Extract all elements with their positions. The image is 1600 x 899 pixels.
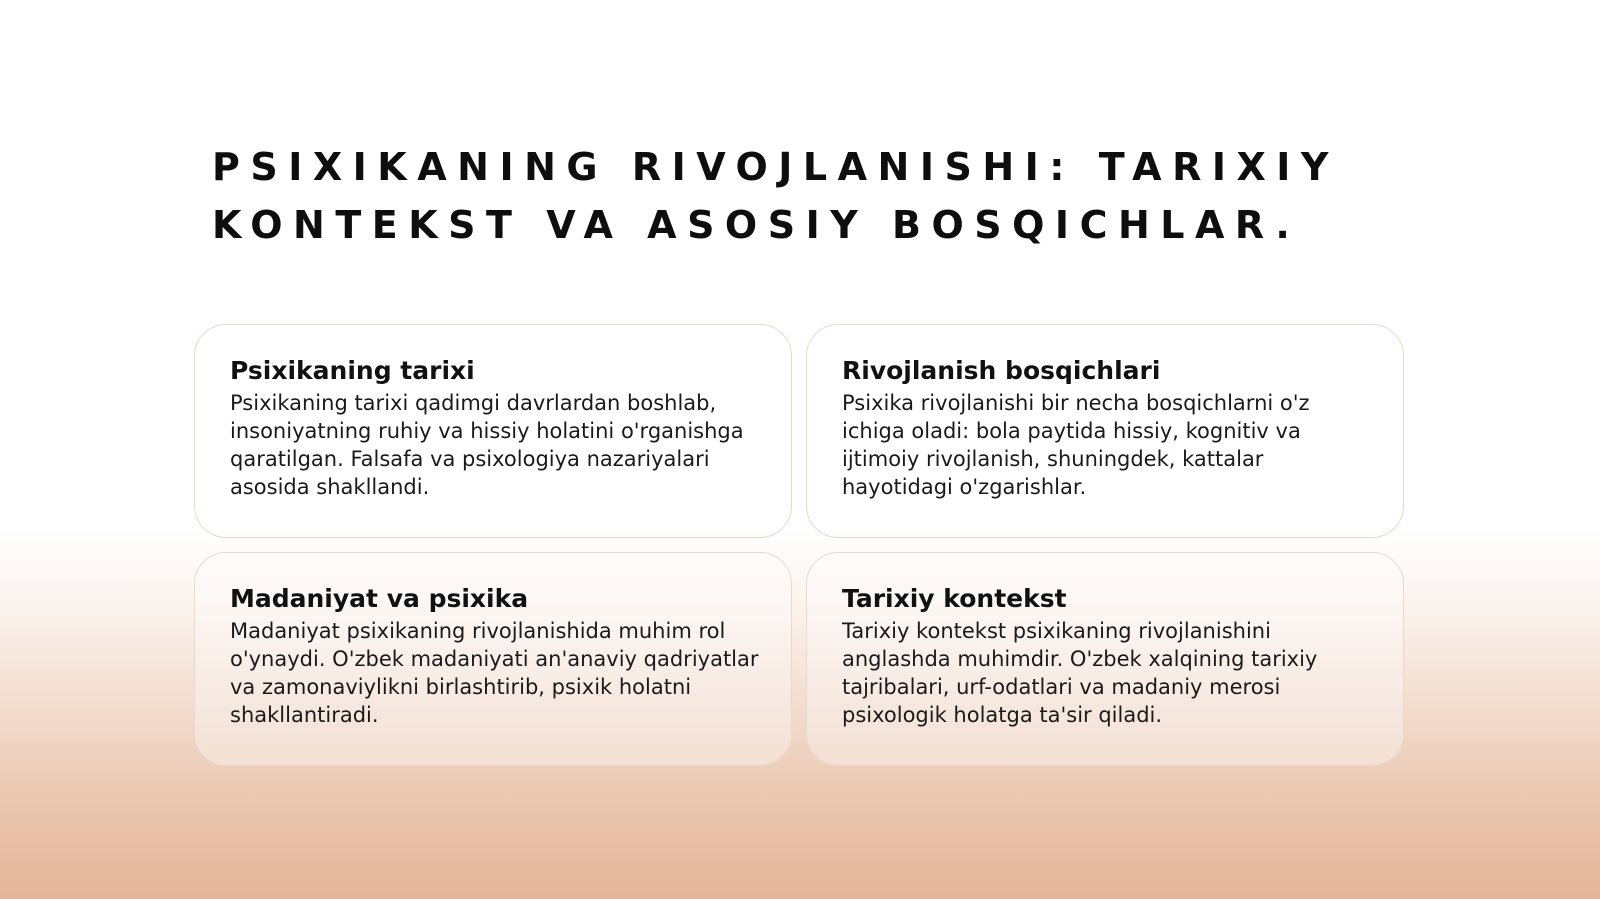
card-title: Rivojlanish bosqichlari — [842, 356, 1161, 385]
card-title: Psixikaning tarixi — [230, 356, 475, 385]
card-body: Tarixiy kontekst psixikaning rivojlanishini anglashda muhimdir. O'zbek xalqining tarixiy tajribalari, urf-odatlari va madaniy merosi psixologik holatga ta'sir qiladi. — [842, 619, 1318, 727]
card-madaniyat-va-psixika — [194, 552, 792, 766]
card-title: Tarixiy kontekst — [842, 584, 1067, 613]
card-rivojlanish-bosqichlari — [806, 324, 1404, 538]
card-body: Madaniyat psixikaning rivojlanishida muhim rol o'ynaydi. O'zbek madaniyati an'anaviy qadriyatlar va zamonaviylikni birlashtirib, psixik holatni shakllantiradi. — [230, 619, 759, 727]
card-tarixiy-kontekst — [806, 552, 1404, 766]
slide-title-line-1: PSIXIKANING RIVOJLANISHI: TARIXIY — [212, 145, 1339, 189]
card-body: Psixika rivojlanishi bir necha bosqichlarni o'z ichiga oladi: bola paytida hissiy, kognitiv va ijtimoiy rivojlanish, shuningdek, kattalar hayotidagi o'zgarishlar. — [842, 391, 1310, 499]
card-body: Psixikaning tarixi qadimgi davrlardan boshlab, insoniyatning ruhiy va hissiy holatini o'rganishga qaratilgan. Falsafa va psixologiya nazariyalari asosida shakllandi. — [230, 391, 744, 499]
slide-title-line-2: KONTEKST VA ASOSIY BOSQICHLAR. — [212, 203, 1301, 247]
slide-title — [212, 138, 1412, 254]
card-psixikaning-tarixi — [194, 324, 792, 538]
card-title: Madaniyat va psixika — [230, 584, 529, 613]
